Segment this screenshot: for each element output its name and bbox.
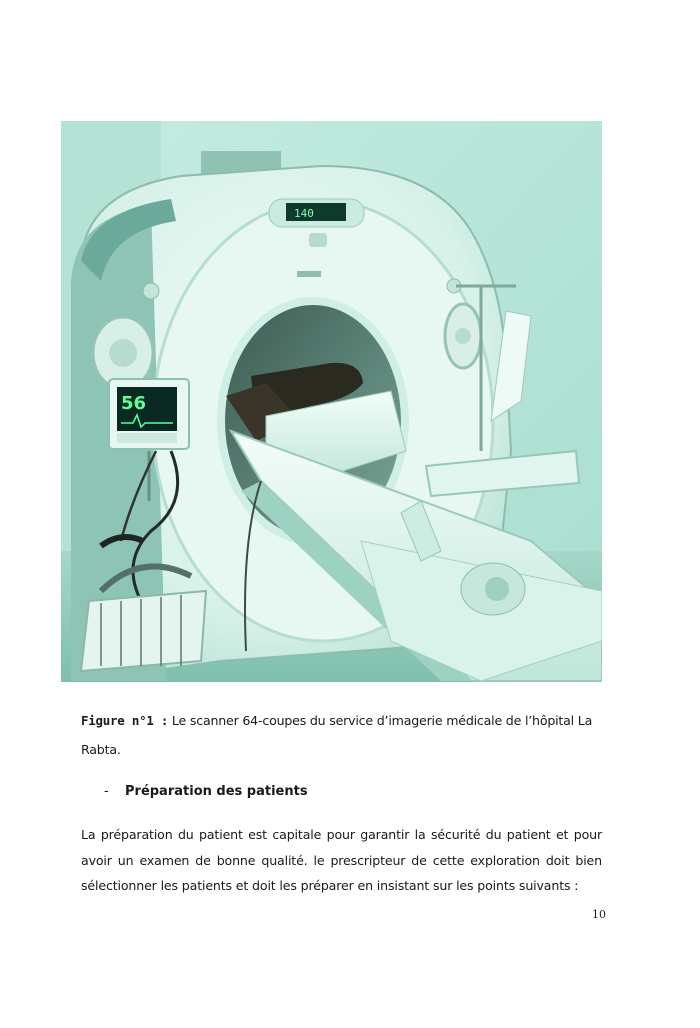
figure-label: Figure n°1 : [81,713,169,728]
figure-caption [81,706,601,764]
section-heading-text: Préparation des patients [125,784,308,799]
section-heading [104,782,308,802]
svg-text:140: 140 [294,207,314,220]
figure-caption-text: Le scanner 64-coupes du service d’imagerie médicale de l’hôpital La Rabta. [81,713,593,757]
svg-text:56: 56 [121,393,147,414]
bullet-dash: - [104,784,109,799]
body-paragraph: La préparation du patient est capitale pour garantir la sécurité du patient et pour avoir un examen de bonne qualité. le prescripteur de cette exploration doit bien sélectionner les patients et doit les préparer en insistant sur les points suivants : [81,827,602,893]
page-number: 10 [592,908,606,921]
ct-scanner-photo [61,121,602,682]
